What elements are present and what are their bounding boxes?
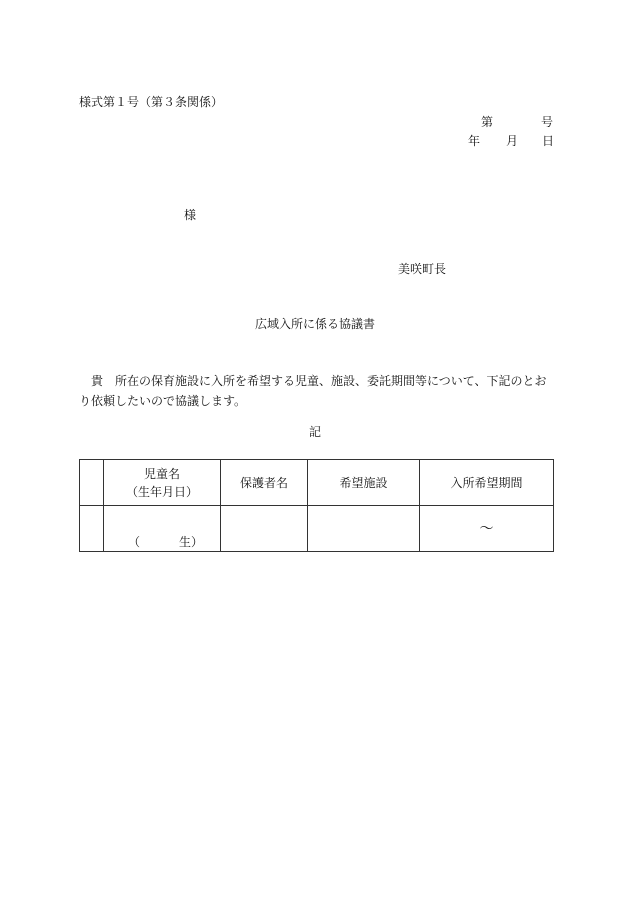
child-name-header (104, 460, 221, 506)
addressee-suffix: 様 (184, 208, 197, 222)
period-tilde: ～ (479, 521, 494, 537)
child-name-label: 児童名 (143, 466, 180, 481)
facility-header: 希望施設 (308, 460, 420, 506)
birth-open-paren: （ (128, 535, 141, 549)
date-day: 日 (542, 134, 555, 148)
form-label: 様式第１号（第３条関係） (79, 95, 224, 109)
birth-close-label: 生） (179, 535, 204, 549)
number-suffix: 号 (541, 115, 554, 129)
date-month: 月 (506, 134, 519, 148)
date-year: 年 (468, 134, 481, 148)
request-table (79, 459, 554, 552)
facility-cell[interactable] (308, 506, 420, 552)
row-number-header (80, 460, 104, 506)
sender-name: 美咲町長 (398, 262, 447, 276)
guardian-header: 保護者名 (221, 460, 308, 506)
guardian-cell[interactable] (221, 506, 308, 552)
row-number-cell (80, 506, 104, 552)
table-header-row (80, 460, 554, 506)
period-cell[interactable] (420, 506, 554, 552)
body-text: 貴 所在の保育施設に入所を希望する児童、施設、委託期間等について、下記のとおり依頼したいので協議します。 (79, 374, 547, 408)
birth-date-label: （生年月日） (125, 484, 198, 499)
table-row (80, 506, 554, 552)
child-name-cell[interactable] (104, 506, 221, 552)
number-prefix: 第 (481, 115, 494, 129)
period-header: 入所希望期間 (420, 460, 554, 506)
ki-heading: 記 (308, 425, 321, 439)
document-title: 広域入所に係る協議書 (254, 317, 375, 331)
